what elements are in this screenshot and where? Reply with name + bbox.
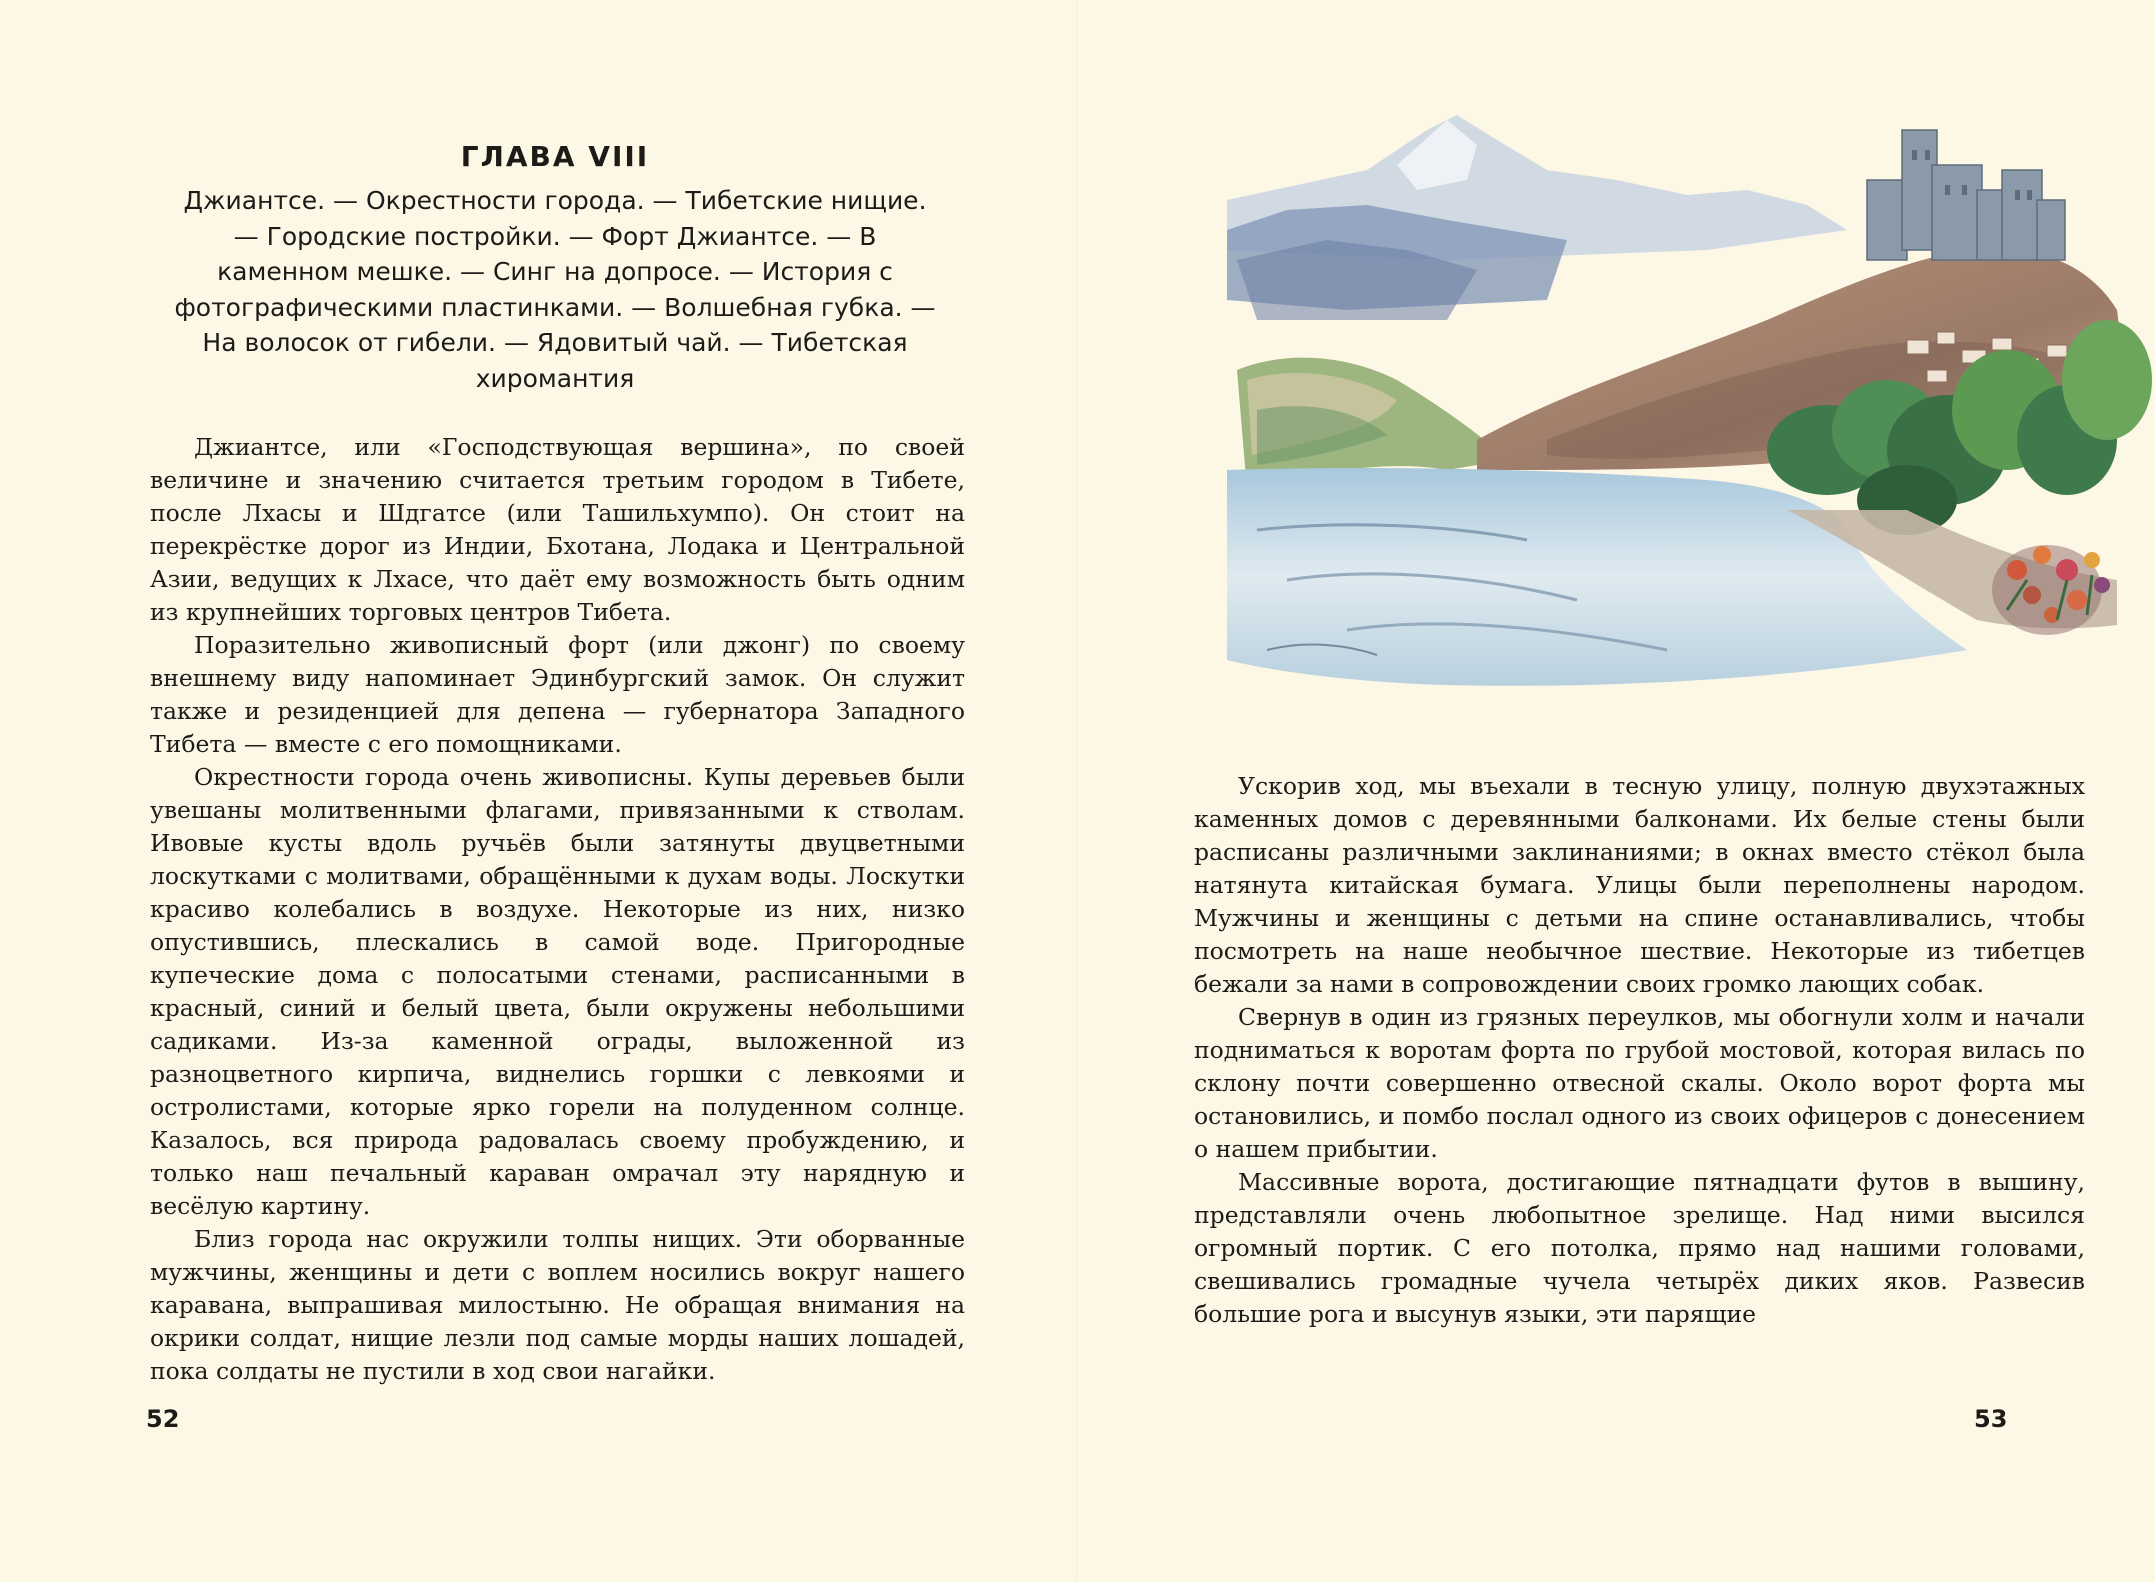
paragraph: Свернув в один из грязных переулков, мы обогнули холм и начали подниматься к воротам форта по грубой мостовой, которая вилась по склону почти совершенно отвесной скалы. Около ворот форта мы остановились, и помбо послал одного из своих офицеров с донесением о нашем прибытии.: [1194, 1003, 2085, 1163]
page-number: 52: [146, 1405, 180, 1433]
right-body-text: [1194, 770, 2085, 1331]
page-number: 53: [1974, 1405, 2008, 1433]
paragraph: Ускорив ход, мы въехали в тесную улицу, полную двухэтажных каменных домов с деревянными балконами. Их белые стены были расписаны различными заклинаниями; в окнах вместо стёкол была натянута китайская бумага. Улицы были переполнены народом. Мужчины и женщины с детьми на спине останавливались, чтобы посмотреть на наше необычное шествие. Некоторые из тибетцев бежали за нами в сопровождении своих громко лающих собак.: [1194, 772, 2085, 998]
landscape-illustration: [1147, 110, 2155, 730]
paragraph: Джиантсе, или «Господствующая вершина», по своей величине и значению считается третьим городом в Тибете, после Лхасы и Шдгатсе (или Ташильхумпо). Он стоит на перекрёстке дорог из Индии, Бхотана, Лодака и Центральной Азии, ведущих к Лхасе, что даёт ему возможность быть одним из крупнейших торговых центров Тибета.: [150, 433, 965, 626]
paragraph: Окрестности города очень живописны. Купы деревьев были увешаны молитвенными флагами, привязанными к стволам. Ивовые кусты вдоль ручьёв были затянуты двуцветными лоскутками с молитвами, обращёнными к духам воды. Лоскутки красиво колебались в воздухе. Некоторые из них, низко опустившись, плескались в самой воде. Пригородные купеческие дома с полосатыми стенами, расписанными в красный, синий и белый цвета, были окружены небольшими садиками. Из-за каменной ограды, выложенной из разноцветного кирпича, виднелись горшки с левкоями и остролистами, которые ярко горели на полуденном солнце. Казалось, вся природа радовалась своему пробуждению, и только наш печальный караван омрачал эту нарядную и весёлую картину.: [150, 763, 965, 1220]
left-page: [0, 0, 1077, 1582]
paragraph: Поразительно живописный форт (или джонг) по своему внешнему виду напоминает Эдинбургский замок. Он служит также и резиденцией для депена — губернатора Западного Тибета — вместе с его помощниками.: [150, 631, 965, 758]
left-body-text: [150, 431, 965, 1388]
chapter-title: ГЛАВА VIII: [460, 140, 650, 173]
right-page: [1077, 0, 2155, 1582]
chapter-summary: Джиантсе. — Окрестности города. — Тибетские нищие. — Городские постройки. — Форт Джиантсе. — В каменном мешке. — Синг на допросе. — История с фотографическими пластинками. — Волшебная губка. — На волосок от гибели. — Ядовитый чай. — Тибетская хиромантия: [174, 186, 936, 393]
paragraph: Массивные ворота, достигающие пятнадцати футов в вышину, представляли очень любопытное зрелище. Над ними высился огромный портик. С его потолка, прямо над нашими головами, свешивались громадные чучела четырёх диких яков. Развесив большие рога и высунув языки, эти парящие: [1194, 1168, 2085, 1328]
paragraph: Близ города нас окружили толпы нищих. Эти оборванные мужчины, женщины и дети с воплем носились вокруг нашего каравана, выпрашивая милостыню. Не обращая внимания на окрики солдат, нищие лезли под самые морды наших лошадей, пока солдаты не пустили в ход свои нагайки.: [150, 1225, 965, 1385]
